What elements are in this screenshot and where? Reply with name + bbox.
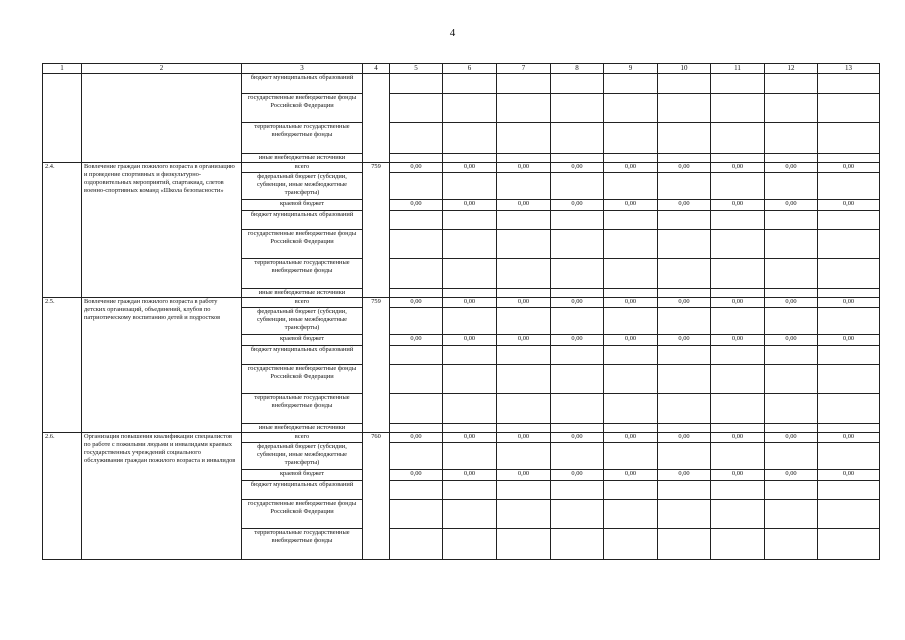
funding-source-label: федеральный бюджет (субсидии, субвенции, иные межбюджетные трансферты) <box>242 443 363 470</box>
value-cell: 0,00 <box>658 200 711 211</box>
value-cell <box>765 123 818 154</box>
value-cell <box>711 443 765 470</box>
value-cell: 0,00 <box>497 298 551 308</box>
value-cell: 0,00 <box>818 335 880 346</box>
value-cell: 0,00 <box>551 200 604 211</box>
value-cell <box>497 259 551 289</box>
funding-source-label: государственные внебюджетные фонды Российской Федерации <box>242 94 363 123</box>
value-cell <box>658 424 711 433</box>
value-cell <box>711 94 765 123</box>
value-cell <box>658 394 711 424</box>
value-cell <box>443 529 497 560</box>
value-cell <box>497 154 551 163</box>
value-cell <box>497 173 551 200</box>
value-cell <box>551 259 604 289</box>
value-cell <box>443 365 497 394</box>
value-cell: 0,00 <box>497 163 551 173</box>
value-cell <box>604 529 658 560</box>
value-cell <box>390 365 443 394</box>
value-cell <box>711 74 765 94</box>
value-cell: 0,00 <box>658 335 711 346</box>
value-cell <box>818 289 880 298</box>
value-cell <box>765 289 818 298</box>
value-cell <box>551 394 604 424</box>
value-cell: 0,00 <box>765 200 818 211</box>
value-cell <box>711 123 765 154</box>
value-cell <box>765 173 818 200</box>
value-cell: 0,00 <box>658 470 711 481</box>
value-cell <box>604 123 658 154</box>
value-cell <box>765 308 818 335</box>
value-cell <box>551 500 604 529</box>
value-cell: 0,00 <box>711 163 765 173</box>
header-cell: 10 <box>658 64 711 74</box>
value-cell <box>551 230 604 259</box>
value-cell: 0,00 <box>711 433 765 443</box>
value-cell <box>497 346 551 365</box>
header-cell: 9 <box>604 64 658 74</box>
value-cell: 0,00 <box>765 433 818 443</box>
value-cell: 0,00 <box>551 298 604 308</box>
funding-source-label: всего <box>242 433 363 443</box>
value-cell <box>390 346 443 365</box>
funding-source-label: иные внебюджетные источники <box>242 289 363 298</box>
value-cell <box>604 308 658 335</box>
funding-source-label: всего <box>242 163 363 173</box>
value-cell: 0,00 <box>551 163 604 173</box>
value-cell <box>711 230 765 259</box>
value-cell <box>711 173 765 200</box>
value-cell <box>818 230 880 259</box>
value-cell: 0,00 <box>390 433 443 443</box>
value-cell <box>711 365 765 394</box>
table-row <box>43 74 880 94</box>
value-cell: 0,00 <box>765 298 818 308</box>
header-cell: 12 <box>765 64 818 74</box>
value-cell <box>604 443 658 470</box>
value-cell <box>551 346 604 365</box>
value-cell <box>497 74 551 94</box>
value-cell: 0,00 <box>765 163 818 173</box>
funding-source-label: территориальные государственные внебюджетные фонды <box>242 529 363 560</box>
value-cell <box>658 529 711 560</box>
section-number: 2.6. <box>43 433 82 560</box>
value-cell <box>390 74 443 94</box>
value-cell <box>604 289 658 298</box>
value-cell <box>711 500 765 529</box>
section-name: Вовлечение граждан пожилого возраста в организацию и проведение спортивных и физкультурно-оздоровительных мероприятий, спартакиад, слетов военно-спортивных команд «Школа безопасности» <box>82 163 242 298</box>
value-cell <box>658 123 711 154</box>
value-cell: 0,00 <box>604 298 658 308</box>
value-cell: 0,00 <box>658 298 711 308</box>
header-cell: 11 <box>711 64 765 74</box>
value-cell: 0,00 <box>765 470 818 481</box>
value-cell: 0,00 <box>818 298 880 308</box>
value-cell <box>818 394 880 424</box>
value-cell: 0,00 <box>551 470 604 481</box>
value-cell <box>497 529 551 560</box>
header-cell: 4 <box>363 64 390 74</box>
value-cell <box>765 481 818 500</box>
value-cell: 0,00 <box>818 163 880 173</box>
value-cell <box>551 74 604 94</box>
value-cell <box>658 443 711 470</box>
value-cell <box>711 289 765 298</box>
value-cell: 0,00 <box>497 335 551 346</box>
value-cell <box>765 94 818 123</box>
funding-source-label: федеральный бюджет (субсидии, субвенции, иные межбюджетные трансферты) <box>242 308 363 335</box>
value-cell <box>390 94 443 123</box>
funding-source-label: государственные внебюджетные фонды Российской Федерации <box>242 230 363 259</box>
value-cell <box>658 308 711 335</box>
value-cell <box>658 365 711 394</box>
budget-table <box>42 63 880 560</box>
value-cell <box>711 394 765 424</box>
value-cell <box>497 481 551 500</box>
value-cell <box>604 424 658 433</box>
value-cell <box>390 123 443 154</box>
value-cell: 0,00 <box>390 163 443 173</box>
header-cell: 6 <box>443 64 497 74</box>
value-cell <box>551 365 604 394</box>
value-cell <box>551 424 604 433</box>
value-cell <box>658 346 711 365</box>
value-cell <box>551 211 604 230</box>
value-cell: 0,00 <box>390 470 443 481</box>
value-cell <box>711 154 765 163</box>
value-cell <box>390 443 443 470</box>
value-cell <box>551 443 604 470</box>
value-cell <box>818 500 880 529</box>
value-cell <box>604 230 658 259</box>
value-cell <box>658 211 711 230</box>
value-cell <box>765 259 818 289</box>
event-name-cell <box>82 74 242 163</box>
value-cell <box>604 74 658 94</box>
value-cell <box>443 424 497 433</box>
value-cell <box>765 529 818 560</box>
value-cell <box>711 259 765 289</box>
budget-code-cell <box>363 74 390 163</box>
header-cell: 8 <box>551 64 604 74</box>
value-cell <box>711 346 765 365</box>
value-cell <box>443 289 497 298</box>
value-cell <box>390 424 443 433</box>
value-cell <box>390 230 443 259</box>
table-row <box>43 163 880 173</box>
value-cell <box>551 123 604 154</box>
value-cell <box>765 230 818 259</box>
value-cell <box>497 500 551 529</box>
value-cell <box>551 481 604 500</box>
funding-source-label: бюджет муниципальных образований <box>242 346 363 365</box>
header-cell: 5 <box>390 64 443 74</box>
value-cell <box>497 289 551 298</box>
value-cell <box>818 259 880 289</box>
value-cell: 0,00 <box>497 433 551 443</box>
value-cell <box>604 346 658 365</box>
value-cell <box>818 346 880 365</box>
budget-code: 760 <box>363 433 390 560</box>
value-cell <box>765 443 818 470</box>
value-cell: 0,00 <box>443 200 497 211</box>
funding-source-label: бюджет муниципальных образований <box>242 211 363 230</box>
value-cell <box>443 173 497 200</box>
value-cell: 0,00 <box>443 298 497 308</box>
funding-source-label: краевой бюджет <box>242 200 363 211</box>
value-cell <box>551 289 604 298</box>
value-cell <box>497 211 551 230</box>
value-cell <box>497 94 551 123</box>
value-cell <box>443 154 497 163</box>
value-cell <box>390 154 443 163</box>
value-cell <box>818 365 880 394</box>
header-cell: 3 <box>242 64 363 74</box>
value-cell <box>658 289 711 298</box>
value-cell <box>604 259 658 289</box>
value-cell <box>818 424 880 433</box>
value-cell <box>658 500 711 529</box>
funding-source-label: краевой бюджет <box>242 335 363 346</box>
funding-source-label: иные внебюджетные источники <box>242 424 363 433</box>
value-cell <box>604 500 658 529</box>
value-cell <box>765 424 818 433</box>
value-cell <box>551 529 604 560</box>
value-cell: 0,00 <box>711 298 765 308</box>
value-cell <box>711 424 765 433</box>
value-cell <box>711 211 765 230</box>
value-cell: 0,00 <box>390 298 443 308</box>
row-number-cell <box>43 74 82 163</box>
value-cell: 0,00 <box>818 433 880 443</box>
value-cell <box>443 123 497 154</box>
value-cell <box>658 259 711 289</box>
value-cell: 0,00 <box>711 470 765 481</box>
value-cell: 0,00 <box>443 163 497 173</box>
value-cell: 0,00 <box>390 200 443 211</box>
value-cell: 0,00 <box>497 470 551 481</box>
funding-source-label: бюджет муниципальных образований <box>242 74 363 94</box>
value-cell <box>443 259 497 289</box>
value-cell <box>765 365 818 394</box>
value-cell <box>497 394 551 424</box>
funding-source-label: краевой бюджет <box>242 470 363 481</box>
table-body <box>43 64 880 560</box>
section-number: 2.5. <box>43 298 82 433</box>
page-number: 4 <box>449 27 456 39</box>
section-number: 2.4. <box>43 163 82 298</box>
value-cell <box>497 424 551 433</box>
value-cell: 0,00 <box>551 433 604 443</box>
value-cell: 0,00 <box>818 470 880 481</box>
value-cell <box>443 74 497 94</box>
value-cell <box>765 394 818 424</box>
value-cell <box>443 230 497 259</box>
value-cell <box>390 481 443 500</box>
value-cell <box>443 308 497 335</box>
funding-source-label: федеральный бюджет (субсидии, субвенции, иные межбюджетные трансферты) <box>242 173 363 200</box>
value-cell: 0,00 <box>390 335 443 346</box>
value-cell <box>765 211 818 230</box>
table-row <box>43 433 880 443</box>
table-row <box>43 298 880 308</box>
value-cell <box>390 211 443 230</box>
budget-code: 759 <box>363 163 390 298</box>
value-cell <box>443 94 497 123</box>
value-cell <box>604 173 658 200</box>
value-cell <box>711 481 765 500</box>
value-cell: 0,00 <box>604 163 658 173</box>
value-cell: 0,00 <box>711 200 765 211</box>
value-cell <box>551 308 604 335</box>
value-cell <box>551 94 604 123</box>
value-cell <box>658 173 711 200</box>
value-cell <box>497 443 551 470</box>
funding-source-label: государственные внебюджетные фонды Российской Федерации <box>242 365 363 394</box>
value-cell <box>497 123 551 154</box>
value-cell: 0,00 <box>443 470 497 481</box>
funding-source-label: территориальные государственные внебюджетные фонды <box>242 123 363 154</box>
value-cell <box>818 173 880 200</box>
value-cell <box>658 230 711 259</box>
value-cell <box>443 211 497 230</box>
funding-source-label: иные внебюджетные источники <box>242 154 363 163</box>
value-cell <box>711 529 765 560</box>
header-row <box>43 64 880 74</box>
value-cell: 0,00 <box>658 163 711 173</box>
value-cell <box>818 94 880 123</box>
section-name: Вовлечение граждан пожилого возраста в работу детских организаций, объединений, клубов по патриотическому воспитанию детей и подростков <box>82 298 242 433</box>
value-cell <box>551 154 604 163</box>
value-cell <box>765 500 818 529</box>
value-cell <box>818 74 880 94</box>
header-cell: 1 <box>43 64 82 74</box>
value-cell: 0,00 <box>604 200 658 211</box>
value-cell: 0,00 <box>497 200 551 211</box>
funding-source-label: территориальные государственные внебюджетные фонды <box>242 394 363 424</box>
value-cell <box>818 211 880 230</box>
value-cell <box>604 481 658 500</box>
header-cell: 2 <box>82 64 242 74</box>
value-cell <box>390 529 443 560</box>
value-cell: 0,00 <box>658 433 711 443</box>
value-cell <box>711 308 765 335</box>
value-cell: 0,00 <box>604 433 658 443</box>
value-cell <box>390 308 443 335</box>
value-cell <box>765 346 818 365</box>
header-cell: 13 <box>818 64 880 74</box>
value-cell <box>658 94 711 123</box>
value-cell <box>818 481 880 500</box>
section-name: Организация повышения квалификации специалистов по работе с пожилыми людьми и инвалидами краевых государственных учреждений социального обслуживания граждан пожилого возраста и инвалидов <box>82 433 242 560</box>
value-cell <box>390 289 443 298</box>
funding-source-label: бюджет муниципальных образований <box>242 481 363 500</box>
header-cell: 7 <box>497 64 551 74</box>
value-cell <box>497 365 551 394</box>
value-cell <box>497 230 551 259</box>
value-cell <box>604 154 658 163</box>
value-cell <box>818 308 880 335</box>
value-cell <box>818 529 880 560</box>
value-cell <box>818 123 880 154</box>
value-cell <box>604 365 658 394</box>
value-cell: 0,00 <box>604 335 658 346</box>
value-cell: 0,00 <box>818 200 880 211</box>
value-cell <box>658 481 711 500</box>
value-cell <box>390 394 443 424</box>
funding-source-label: государственные внебюджетные фонды Российской Федерации <box>242 500 363 529</box>
value-cell <box>604 211 658 230</box>
value-cell <box>604 394 658 424</box>
value-cell: 0,00 <box>551 335 604 346</box>
value-cell: 0,00 <box>604 470 658 481</box>
value-cell <box>765 154 818 163</box>
value-cell <box>390 173 443 200</box>
funding-source-label: всего <box>242 298 363 308</box>
value-cell <box>443 443 497 470</box>
value-cell <box>390 259 443 289</box>
value-cell <box>497 308 551 335</box>
value-cell: 0,00 <box>443 335 497 346</box>
value-cell <box>765 74 818 94</box>
value-cell <box>551 173 604 200</box>
value-cell <box>390 500 443 529</box>
value-cell <box>818 154 880 163</box>
value-cell <box>658 74 711 94</box>
value-cell: 0,00 <box>711 335 765 346</box>
value-cell <box>818 443 880 470</box>
value-cell <box>658 154 711 163</box>
value-cell <box>443 346 497 365</box>
value-cell: 0,00 <box>765 335 818 346</box>
budget-code: 759 <box>363 298 390 433</box>
value-cell <box>604 94 658 123</box>
value-cell: 0,00 <box>443 433 497 443</box>
value-cell <box>443 394 497 424</box>
value-cell <box>443 500 497 529</box>
value-cell <box>443 481 497 500</box>
funding-source-label: территориальные государственные внебюджетные фонды <box>242 259 363 289</box>
